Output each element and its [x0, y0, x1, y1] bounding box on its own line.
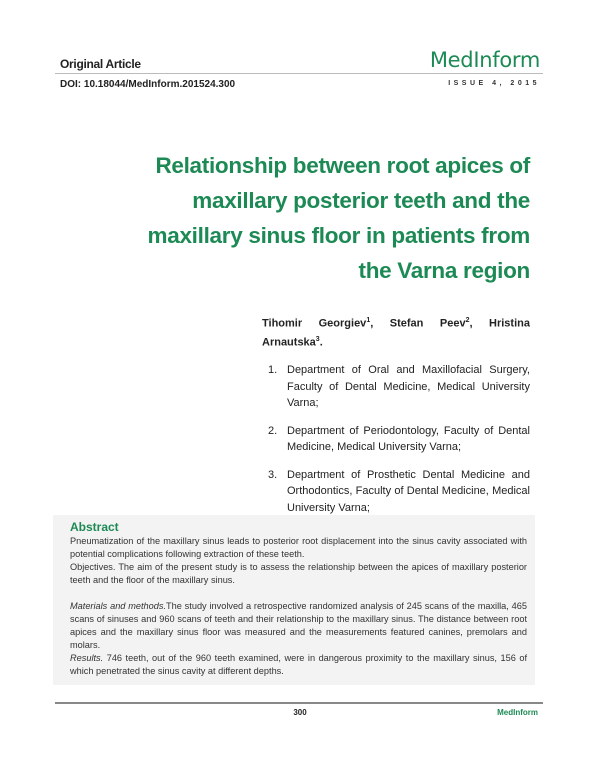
author: Hristina Arnautska	[262, 317, 530, 349]
affiliation-text: Department of Oral and Maxillofacial Surgery, Faculty of Dental Medicine, Medical University Varna;	[287, 364, 530, 409]
affiliation-number: 2.	[268, 424, 278, 437]
affiliation-number: 3.	[268, 468, 278, 481]
results-label: Results.	[70, 653, 104, 663]
affiliation-text: Department of Periodontology, Faculty of Dental Medicine, Medical University Varna;	[287, 424, 530, 453]
article-type: Original Article	[60, 57, 141, 71]
abstract-methods	[70, 600, 527, 652]
methods-text: The study involved a retrospective randomized analysis of 245 scans of the maxilla, 465 scans of sinuses and 960 scans of teeth and their relationship to the maxillary sinus. The distance between root apices and the maxillary sinus floor was measured and the measurements featured canines, premolars and molars.	[70, 601, 527, 650]
author-separator: ,	[370, 317, 390, 330]
abstract-objectives: Objectives. The aim of the present study is to assess the relationship between the apices of maxillary posterior teeth and the floor of the maxillary sinus.	[70, 562, 527, 585]
affiliation-number: 1.	[268, 364, 278, 376]
author-sup: 2	[465, 317, 470, 324]
author-separator: ,	[469, 317, 490, 330]
affiliation	[268, 423, 530, 456]
issue-label: ISSUE 4, 2015	[448, 80, 540, 87]
author: Tihomir Georgiev	[262, 317, 367, 330]
affiliation-text: Department of Prosthetic Dental Medicine and Orthodontics, Faculty of Dental Medicine, Medical University Varna;	[287, 468, 530, 514]
affiliations	[268, 362, 530, 527]
results-text: 746 teeth, out of the 960 teeth examined, were in dangerous proximity to the maxillary sinus, 156 of which penetrated the sinus cavity at different depths.	[70, 653, 527, 676]
abstract-heading: Abstract	[70, 520, 119, 534]
affiliation	[268, 362, 530, 412]
footer-divider	[55, 702, 543, 704]
author-separator: .	[319, 336, 323, 349]
abstract-intro: Pneumatization of the maxillary sinus leads to posterior root displacement into the sinus cavity associated with potential complications following extraction of these teeth.	[70, 536, 527, 559]
footer-journal: MedInform	[497, 708, 538, 717]
article-title: Relationship between root apices of maxillary posterior teeth and the maxillary sinus floor in patients from the Varna region	[147, 153, 530, 283]
page-number: 300	[293, 708, 307, 717]
authors	[262, 313, 530, 350]
methods-label: Materials and methods.	[70, 601, 167, 611]
author: Stefan Peev	[389, 317, 466, 330]
affiliation	[268, 467, 530, 517]
abstract-results	[70, 652, 527, 678]
author-sup: 1	[366, 317, 371, 324]
abstract-box	[53, 515, 535, 685]
doi: DOI: 10.18044/MedInform.201524.300	[60, 79, 236, 90]
header-divider	[55, 73, 543, 74]
journal-logo: MedInform	[429, 48, 540, 72]
author-sup: 3	[315, 335, 320, 343]
